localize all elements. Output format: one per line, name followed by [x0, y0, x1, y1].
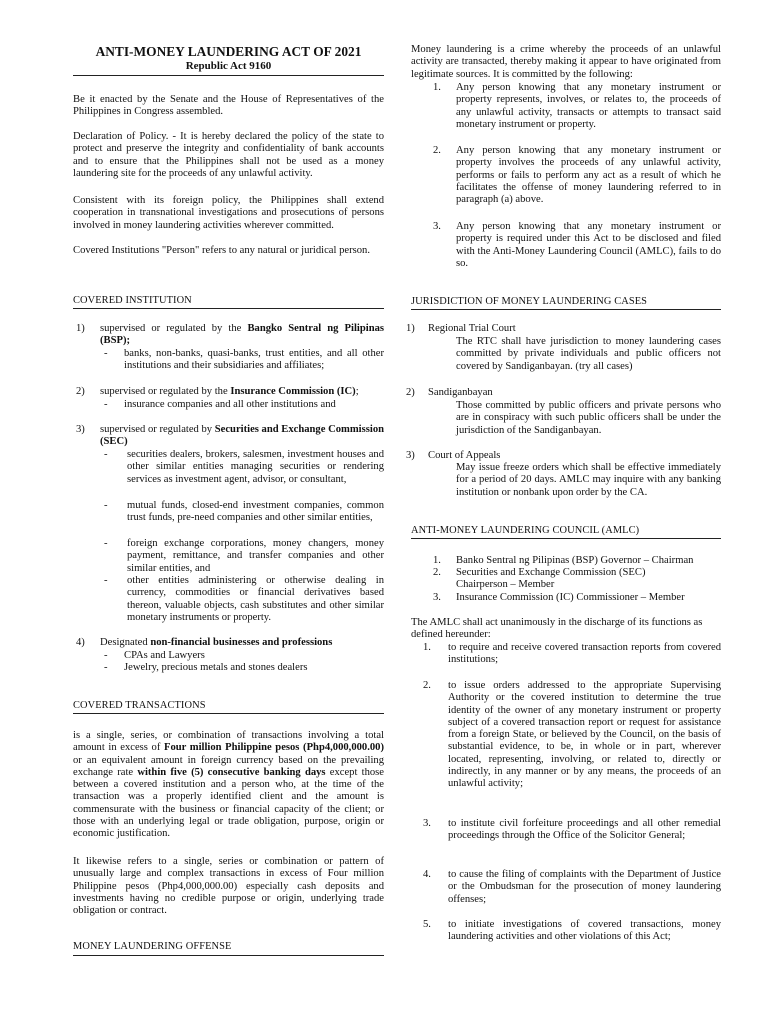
- section-heading-jurisdiction: JURISDICTION OF MONEY LAUNDERING CASES: [411, 296, 648, 307]
- declaration-of-policy: Declaration of Policy. - It is hereby declared the policy of the state to protect and preserve the integrity and confidentiality of bank accounts and to ensure that the Philippines shall not be used as a money laundering site for the proceeds of any unlawful activity.: [73, 131, 384, 179]
- section-rule: [73, 955, 384, 956]
- section-heading-covered-institution: COVERED INSTITUTION: [73, 295, 192, 306]
- covered-transactions-paragraph-2: It likewise refers to a single, series or combination or pattern of unusually large and complex transactions in excess of Four million Philippine pesos (Php4,000,000.00) especially cash deposits and investments having no credible purpose or origin, underlying trade obligation or contract.: [73, 856, 384, 917]
- covered-transactions-paragraph-1: is a single, series, or combination of transactions involving a total amount in excess of Four million Philippine pesos (Php4,000,000.00) or an equivalent amount in foreign currency based on the prevailing exchange rate within five (5) consecutive banking days except those between a covered institution and a person who, at the time of the transaction was a properly identified client and the amount is commensurate with the business or financial capacity of the client; or those with an underlying legal or trade obligation, purpose, origin or economic justification.: [73, 730, 384, 840]
- section-heading-money-laundering-offense: MONEY LAUNDERING OFFENSE: [73, 941, 232, 952]
- section-heading-amlc: ANTI-MONEY LAUNDERING COUNCIL (AMLC): [411, 525, 640, 536]
- section-rule: [73, 713, 384, 714]
- section-rule: [73, 308, 384, 309]
- section-rule: [411, 538, 721, 539]
- covered-person-definition: Covered Institutions "Person" refers to any natural or juridical person.: [73, 245, 370, 256]
- enactment-clause: Be it enacted by the Senate and the House of Representatives of the Philippines in Congress assembled.: [73, 94, 384, 118]
- amlc-functions-intro: The AMLC shall act unanimously in the discharge of its functions as defined hereunder:: [411, 617, 703, 641]
- section-rule: [411, 309, 721, 310]
- money-laundering-intro: Money laundering is a crime whereby the proceeds of an unlawful activity are transacted, thereby making it appear to have originated from legitimate sources. It is committed by the following:: [411, 44, 721, 80]
- title-rule: [73, 75, 384, 76]
- section-heading-covered-transactions: COVERED TRANSACTIONS: [73, 700, 206, 711]
- foreign-policy-paragraph: Consistent with its foreign policy, the Philippines shall extend cooperation in transnational investigations and prosecutions of persons involved in money laundering activities wherever committed.: [73, 195, 384, 231]
- document-subtitle: Republic Act 9160: [185, 60, 272, 72]
- document-title: ANTI-MONEY LAUNDERING ACT OF 2021: [95, 44, 362, 59]
